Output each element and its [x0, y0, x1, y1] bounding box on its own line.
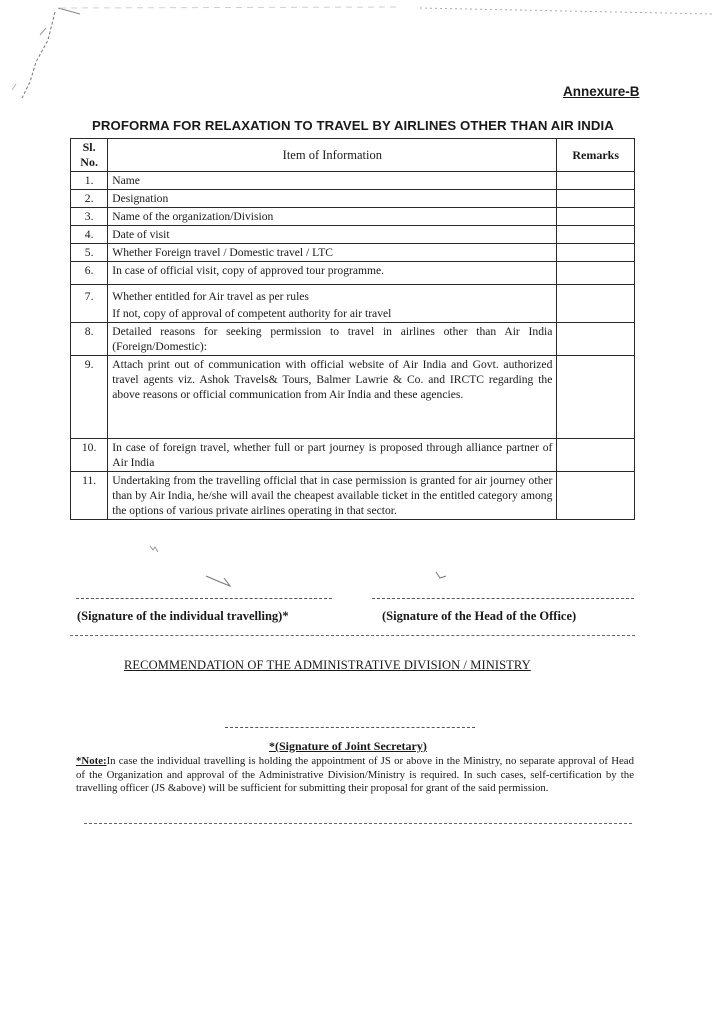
table-row	[71, 172, 635, 190]
row-item: In case of official visit, copy of approved tour programme.	[108, 262, 557, 285]
page-title: PROFORMA FOR RELAXATION TO TRAVEL BY AIRLINES OTHER THAN AIR INDIA	[92, 118, 614, 133]
row-item: Undertaking from the travelling official that in case permission is granted for air journey other than by Air India, he/she will avail the cheapest available ticket in the entitled category among the options of various private airlines operating in that sector.	[108, 472, 557, 520]
signature-joint-secretary-label: *(Signature of Joint Secretary)	[269, 739, 427, 753]
row-remarks-cell[interactable]	[557, 323, 635, 356]
table-row	[71, 323, 635, 356]
signature-head-label: (Signature of the Head of the Office)	[382, 609, 577, 623]
header-item: Item of Information	[108, 139, 557, 172]
row-remarks-cell[interactable]	[557, 439, 635, 472]
row-sl: 7.	[71, 285, 108, 323]
row-sl: 6.	[71, 262, 108, 285]
row-remarks-cell[interactable]	[557, 190, 635, 208]
table-row	[71, 285, 635, 306]
table-row	[71, 208, 635, 226]
row-sl: 1.	[71, 172, 108, 190]
row-item: Whether Foreign travel / Domestic travel / LTC	[108, 244, 557, 262]
table-row-continued	[71, 305, 635, 323]
row-sl: 8.	[71, 323, 108, 356]
row-sl: 9.	[71, 356, 108, 439]
row-item: Date of visit	[108, 226, 557, 244]
table-row	[71, 356, 635, 439]
scan-artifact	[140, 540, 480, 590]
row-item: Detailed reasons for seeking permission to travel in airlines other than Air India (Foreign/Domestic):	[108, 323, 557, 356]
scan-artifact	[0, 0, 719, 120]
table-row	[71, 190, 635, 208]
header-remarks: Remarks	[557, 139, 635, 172]
signature-line-js	[225, 727, 475, 728]
row-item: Designation	[108, 190, 557, 208]
signature-line-individual	[76, 598, 332, 599]
row-remarks-cell[interactable]	[557, 356, 635, 439]
row-remarks-cell[interactable]	[557, 305, 635, 323]
row-sl: 11.	[71, 472, 108, 520]
row-remarks-cell[interactable]	[557, 208, 635, 226]
row-sl: 2.	[71, 190, 108, 208]
row-sl: 4.	[71, 226, 108, 244]
signature-line-head	[372, 598, 634, 599]
table-header-row	[71, 139, 635, 172]
row-remarks-cell[interactable]	[557, 285, 635, 306]
recommendation-heading: RECOMMENDATION OF THE ADMINISTRATIVE DIVISION / MINISTRY	[124, 658, 531, 672]
row-remarks-cell[interactable]	[557, 244, 635, 262]
table-row	[71, 472, 635, 520]
row-sl: 5.	[71, 244, 108, 262]
note-text: In case the individual travelling is holding the appointment of JS or above in the Ministry, no separate approval of Head of the Organization and approval of the Administrative Division/Ministry is required. In such cases, self-certification by the travelling officer (JS &above) will be sufficient for submitting their proposal for grant of the said permission.	[76, 755, 634, 795]
table-row	[71, 226, 635, 244]
header-sl-no: Sl. No.	[71, 139, 108, 172]
table-row	[71, 262, 635, 285]
annexure-label: Annexure-B	[563, 84, 640, 99]
row-item: In case of foreign travel, whether full or part journey is proposed through alliance partner of Air India	[108, 439, 557, 472]
row-remarks-cell[interactable]	[557, 172, 635, 190]
row-item: Name	[108, 172, 557, 190]
row-sl: 10.	[71, 439, 108, 472]
row-remarks-cell[interactable]	[557, 226, 635, 244]
proforma-table	[70, 138, 635, 520]
table-row	[71, 244, 635, 262]
signature-individual-label: (Signature of the individual travelling)*	[77, 609, 289, 623]
note-paragraph	[76, 755, 634, 796]
row-item-secondary: If not, copy of approval of competent authority for air travel	[108, 305, 557, 323]
bottom-divider-line	[84, 823, 632, 824]
note-label: *Note:	[76, 755, 107, 767]
row-remarks-cell[interactable]	[557, 472, 635, 520]
row-remarks-cell[interactable]	[557, 262, 635, 285]
row-sl: 3.	[71, 208, 108, 226]
table-row	[71, 439, 635, 472]
row-item: Name of the organization/Division	[108, 208, 557, 226]
row-item: Attach print out of communication with official website of Air India and Govt. authorized travel agents viz. Ashok Travels& Tours, Balmer Lawrie & Co. and IRCTC regarding the above reasons or official communication from Air India and these agencies.	[108, 356, 557, 439]
row-item: Whether entitled for Air travel as per rules	[108, 285, 557, 306]
divider-line	[70, 635, 635, 636]
